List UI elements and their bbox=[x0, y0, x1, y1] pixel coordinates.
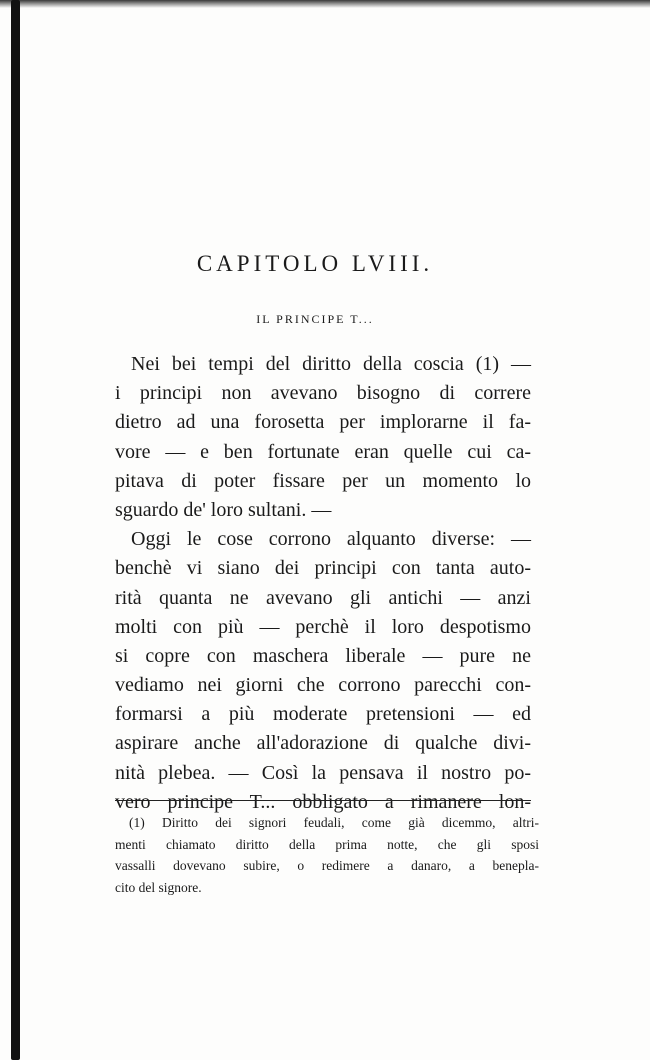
text-line: benchè vi siano dei principi con tanta auto- bbox=[115, 557, 531, 580]
text-line: Oggi le cose corrono alquanto diverse: — bbox=[131, 528, 531, 551]
text-line: dietro ad una forosetta per implorarne il fa- bbox=[115, 411, 531, 434]
chapter-title: CAPITOLO LVIII. bbox=[196, 251, 434, 276]
text-line: Nei bei tempi del diritto della coscia (1) — bbox=[131, 353, 531, 375]
text-line: aspirare anche all'adorazione di qualche divi- bbox=[115, 732, 531, 755]
text-line: sguardo de' loro sultani. — bbox=[115, 498, 332, 521]
text-line: vero principe T... obbligato a rimanere lon- bbox=[115, 790, 531, 813]
text-line: si copre con maschera liberale — pure ne bbox=[115, 644, 531, 667]
page-top-edge bbox=[0, 0, 650, 8]
text-line: molti con più — perchè il loro despotismo bbox=[115, 615, 531, 638]
text-line: pitava di poter fissare per un momento lo bbox=[115, 469, 531, 492]
footnote-line: (1) Diritto dei signori feudali, come già dicemmo, altri- bbox=[129, 815, 539, 830]
text-line: vediamo nei giorni che corrono parecchi con- bbox=[115, 674, 531, 697]
text-line: i principi non avevano bisogno di correre bbox=[115, 382, 531, 405]
footnote bbox=[115, 812, 539, 898]
page-spine-shadow bbox=[11, 0, 20, 1060]
body-text bbox=[115, 350, 531, 817]
footnote-divider bbox=[115, 800, 531, 801]
chapter-subtitle: IL PRINCIPE T... bbox=[256, 312, 374, 326]
text-line: rità quanta ne avevano gli antichi — anzi bbox=[115, 586, 531, 609]
footnote-line: vassalli dovevano subire, o redimere a danaro, a benepla- bbox=[115, 858, 539, 873]
text-line: nità plebea. — Così la pensava il nostro po- bbox=[115, 761, 531, 784]
footnote-line: cito del signore. bbox=[115, 879, 202, 895]
text-line: formarsi a più moderate pretensioni — ed bbox=[115, 703, 531, 726]
footnote-line: menti chiamato diritto della prima notte, che gli sposi bbox=[115, 836, 539, 852]
text-line: vore — e ben fortunate eran quelle cui ca- bbox=[115, 440, 531, 463]
